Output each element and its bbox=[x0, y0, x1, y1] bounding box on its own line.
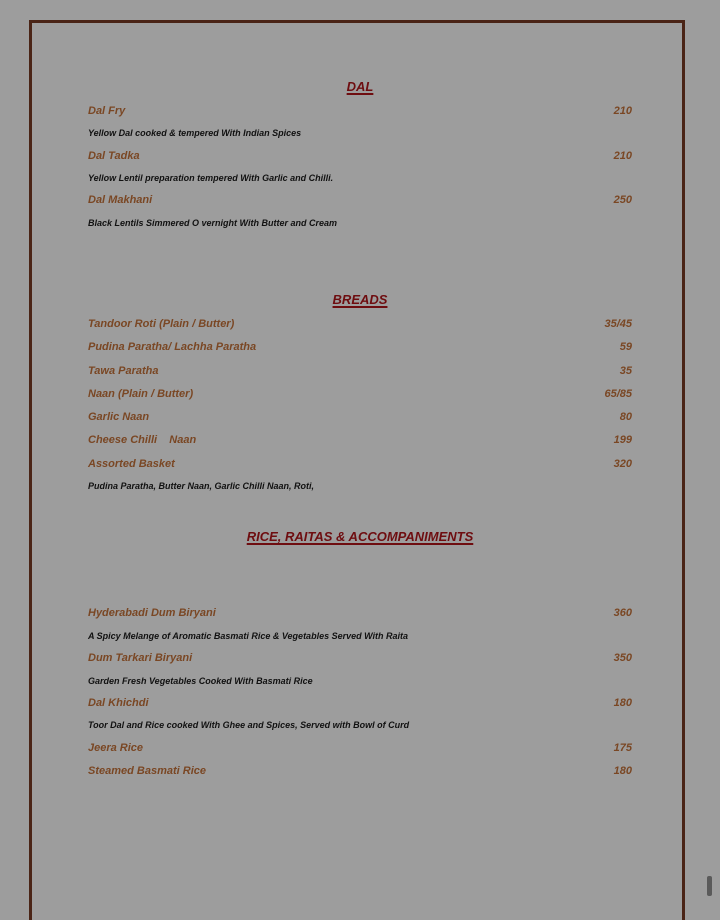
scrollbar-thumb[interactable] bbox=[707, 876, 712, 896]
menu-item-name: Dal Tadka bbox=[88, 150, 140, 162]
menu-item-price: 320 bbox=[613, 458, 632, 470]
menu-item-price: 59 bbox=[619, 341, 632, 353]
menu-item-description: A Spicy Melange of Aromatic Basmati Rice & Vegetables Served With Raita bbox=[88, 631, 409, 641]
menu-item-name: Hyderabadi Dum Biryani bbox=[88, 607, 216, 619]
menu-item-name: Assorted Basket bbox=[88, 458, 175, 470]
menu-item-description: Yellow Lentil preparation tempered With Garlic and Chilli. bbox=[88, 173, 334, 183]
menu-item-price: 360 bbox=[613, 607, 632, 619]
section-heading-dal: DAL bbox=[346, 79, 374, 94]
menu-item-price: 175 bbox=[613, 742, 632, 754]
menu-item-price: 210 bbox=[613, 150, 632, 162]
menu-item-name: Steamed Basmati Rice bbox=[88, 765, 206, 777]
menu-item-name: Dum Tarkari Biryani bbox=[88, 652, 193, 664]
menu-item-description: Pudina Paratha, Butter Naan, Garlic Chilli Naan, Roti, bbox=[88, 481, 315, 491]
menu-item-name: Tawa Paratha bbox=[88, 365, 159, 377]
menu-item-name: Naan (Plain / Butter) bbox=[88, 388, 194, 400]
menu-item-name: Dal Fry bbox=[88, 105, 126, 117]
menu-item-price: 350 bbox=[613, 652, 632, 664]
section-heading-rice: RICE, RAITAS & ACCOMPANIMENTS bbox=[246, 529, 474, 544]
menu-item-price: 180 bbox=[613, 765, 632, 777]
menu-item-price: 250 bbox=[613, 194, 632, 206]
menu-item-name: Garlic Naan bbox=[88, 411, 150, 423]
menu-item-description: Garden Fresh Vegetables Cooked With Basmati Rice bbox=[88, 676, 313, 686]
menu-item-name: Cheese Chilli Naan bbox=[88, 434, 197, 446]
menu-item-name: Dal Makhani bbox=[88, 194, 153, 206]
menu-item-name: Jeera Rice bbox=[88, 742, 144, 754]
menu-item-description: Yellow Dal cooked & tempered With Indian Spices bbox=[88, 128, 302, 138]
menu-item-description: Black Lentils Simmered O vernight With Butter and Cream bbox=[88, 218, 337, 228]
menu-item-name: Pudina Paratha/ Lachha Paratha bbox=[88, 341, 257, 353]
menu-item-name: Dal Khichdi bbox=[88, 697, 149, 709]
menu-item-price: 80 bbox=[619, 411, 632, 423]
menu-item-price: 180 bbox=[613, 697, 632, 709]
menu-item-price: 35/45 bbox=[604, 318, 632, 330]
menu-item-price: 210 bbox=[613, 105, 632, 117]
menu-item-price: 35 bbox=[619, 365, 632, 377]
menu-item-name: Tandoor Roti (Plain / Butter) bbox=[88, 318, 235, 330]
menu-item-price: 199 bbox=[613, 434, 632, 446]
section-heading-breads: BREADS bbox=[332, 292, 388, 307]
menu-item-price: 65/85 bbox=[604, 388, 632, 400]
menu-item-description: Toor Dal and Rice cooked With Ghee and Spices, Served with Bowl of Curd bbox=[88, 720, 410, 730]
